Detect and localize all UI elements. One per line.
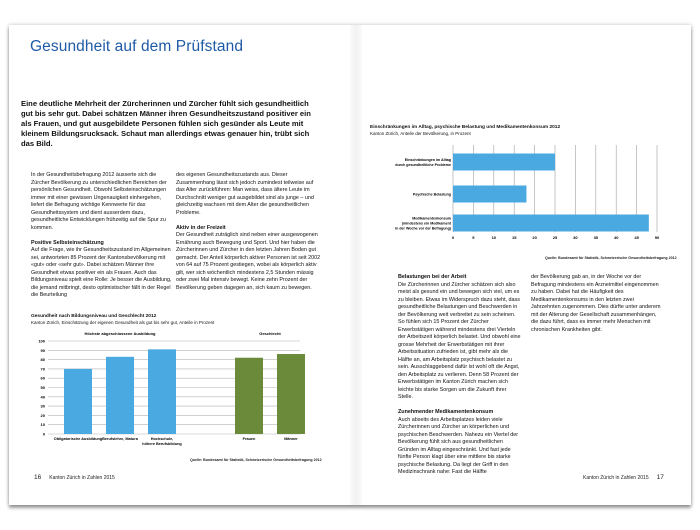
bar: [64, 369, 92, 434]
body-paragraph: der Bevölkerung gab an, in der Woche vor der Befragung mindestens ein Arzneimittel eingenommen zu haben. Dabei hat die Häufigkeit des Medikamentenkonsums in den letzten zwei Jahrzehnten zugenommen. Dies dürfte unter anderem mit der Alterung der Gesellschaft zusammenhängen, die dazu führt, dass es immer mehr Menschen mit chronischen Krankheiten gibt.: [531, 274, 661, 333]
y-tick-label: 40: [40, 394, 45, 400]
y-tick-label: 20: [40, 412, 45, 418]
body-paragraph: Der Gesundheit zuträglich sind neben einer ausgewogenen Ernährung auch Bewegung und Sport. Und hier haben die Zürcherinnen und Zürcher in den letzten Jahren Boden gut gemacht. Der Anteil körperlich aktiver Personen ist seit 2002 von 64 auf 75 Prozent gestiegen, wobei als körperlich aktiv gilt, wer sich wöchentlich mindestens 2,5 Stunden mässig oder zwei Mal intensiv bewegt. Keine zehn Prozent der Bevölkerung geben dagegen an, sich kaum zu bewegen.: [176, 232, 321, 291]
x-tick-label: 25: [552, 235, 558, 240]
folio-label: Kanton Zürich in Zahlen 2015: [583, 475, 649, 481]
x-tick-label: 50: [654, 235, 660, 240]
x-tick-label: höhere Berufsbildung: [142, 442, 182, 446]
bar: [277, 354, 305, 434]
page-gutter: [350, 25, 362, 505]
x-tick-label: 5: [472, 235, 475, 240]
page-number: 16: [34, 474, 42, 481]
y-tick-label: 50: [40, 385, 45, 390]
page-title: Gesundheit auf dem Prüfstand: [30, 38, 244, 55]
bar: [453, 186, 526, 203]
body-paragraph: Die Zürcherinnen und Zürcher schätzen sich also meist als gesund ein und bewegen sich viel, um es zu bleiben. Etwas im Widerspruch dazu steht, dass gesundheitliche Belastungen und Beschwerden in der Bevölkerung weit verbreitet zu sein scheinen. So fühlen sich 15 Prozent der Zürcher Erwerbstätigen während mindestens drei Vierteln der Arbeitszeit körperlich belastet. Und obwohl eine grosse Mehrheit der Erwerbstätigen mit ihrer Arbeitssituation zufrieden ist, gibt mehr als die Hälfte an, am Arbeitsplatz psychisch belastet zu sein. Ausschlaggebend dafür ist wohl oft die Angst, den Arbeitsplatz zu verlieren. Denn 58 Prozent der Erwerbstätigen im Kanton Zürich machen sich leichte bis starke Sorgen um die Zukunft ihrer Stelle.: [398, 281, 521, 400]
lead-paragraph: Eine deutliche Mehrheit der Zürcherinnen und Zürcher fühlt sich gesundheitlich gut bis sehr gut. Dabei schätzen Männer ihren Gesundheitszustand positiver ein als Frauen, und gut ausgebildete Personen fühlen sich gesünder als Leute mit kleinem Bildungsrucksack. Schaut man allerdings etwas genauer hin, trübt sich das Bild.: [21, 99, 311, 148]
left-column-1: [31, 172, 173, 307]
x-tick-label: Obligatorische Ausbildung: [53, 437, 103, 441]
group-label: Geschlecht: [259, 331, 281, 336]
y-category-label: Psychische Belastung: [412, 192, 451, 197]
body-paragraph: des eigenen Gesundheitszustands aus. Dieser Zusammenhang lässt sich jedoch zumindest teilweise auf das Alter zurückführen: Man weiss, dass ältere Leute im Durchschnitt weniger gut ausgebildet sind als junge – und gleichzeitig wachsen mit dem Alter die gesundheitlichen Probleme.: [176, 172, 314, 216]
group-label: Höchste abgeschlossene Ausbildung: [84, 331, 156, 336]
y-category-label: (mindestens ein Medikament: [401, 221, 451, 226]
right-column-2: [531, 274, 661, 342]
y-category-label: Einschränkungen im Alltag: [404, 158, 451, 162]
bar: [453, 154, 555, 171]
chart2-svg: [360, 140, 670, 250]
chart2-subtitle: Kanton Zürich, Anteile der Bevölkerung, in Prozent: [370, 131, 471, 136]
x-tick-label: 15: [511, 235, 517, 240]
y-tick-label: 60: [40, 375, 45, 381]
section-heading: Positive Selbsteinschätzung: [31, 239, 104, 246]
y-tick-label: 10: [40, 422, 45, 428]
x-tick-label: 0: [451, 235, 455, 240]
x-tick-label: 35: [593, 235, 599, 240]
chart2-source: Quelle: Bundesamt für Statistik, Schweizerische Gesundheitsbefragung 2012: [545, 256, 677, 260]
folio-label: Kanton Zürich in Zahlen 2015: [49, 475, 115, 481]
chart2-title: Einschränkungen im Alltag, psychische Belastung und Medikamentenkonsum 2012: [370, 125, 561, 130]
y-tick-label: 90: [40, 347, 45, 353]
bar: [106, 357, 134, 434]
right-column-1: [398, 274, 522, 484]
y-category-label: in der Woche vor der Befragung): [395, 226, 451, 231]
x-tick-label: 30: [573, 235, 578, 240]
y-tick-label: 30: [40, 403, 45, 409]
body-paragraph: Auch abseits des Arbeitsplatzes leiden viele Zürcherinnen und Zürcher an körperlichen und psychischen Beschwerden. Nahezu ein Viertel der Bevölkerung fühlt sich aus gesundheitlichen Gründen im Alltag eingeschränkt. Und fast jede fünfte Person klagt über eine mittlere bis starke psychische Belastung. Da liegt der Griff in den Medizinschrank nahe: Fast die Hälfte: [398, 416, 519, 475]
x-tick-label: 20: [532, 235, 537, 240]
body-paragraph: In der Gesundheitsbefragung 2012 äusserte sich die Zürcher Bevölkerung zu unterschiedlichen Bereichen der persönlichen Gesundheit. Obwohl Selbsteinschätzungen immer mit einer gewissen Ungenauigkeit einhergehen, liefert die Befragung wichtige Kennwerte für das Gesundheitssystem und dient ausserdem dazu, gesundheitliche Entwicklungen frühzeitig auf die Spur zu kommen.: [31, 172, 167, 231]
x-tick-label: 10: [491, 235, 497, 240]
section-heading: Aktiv in der Freizeit: [176, 224, 226, 231]
y-tick-label: 70: [40, 366, 45, 372]
bar: [453, 215, 649, 232]
bar: [148, 349, 176, 434]
y-tick-label: 100: [38, 338, 45, 344]
section-heading: Zunehmender Medikamentenkonsum: [398, 409, 494, 415]
x-tick-label: 40: [613, 235, 619, 240]
y-tick-label: 0: [42, 431, 45, 437]
y-category-label: durch gesundheitliche Probleme: [395, 163, 451, 167]
y-category-label: Medikamentenkonsum: [412, 216, 451, 221]
chart1-title: Gesundheit nach Bildungsniveau und Geschlecht 2012: [31, 314, 157, 319]
section-heading: Belastungen bei der Arbeit: [398, 274, 467, 280]
right-folio: [583, 474, 672, 481]
x-tick-label: Männer: [284, 437, 298, 441]
x-tick-label: 45: [634, 235, 639, 240]
bar: [235, 358, 263, 434]
x-tick-label: Hochschule,: [150, 437, 174, 441]
chart1-subtitle: Kanton Zürich, Einschätzung der eigenen Gesundheit als gut bis sehr gut, Anteile in Prozent: [31, 320, 215, 325]
chart1-svg: [28, 330, 328, 455]
left-folio: [34, 474, 115, 481]
body-paragraph: Auf die Frage, wie ihr Gesundheitszustand im Allgemeinen sei, antworteten 85 Prozent der Kantonsbevölkerung mit «gut» oder «sehr gut». Dabei schätzen Männer ihre Gesundheit etwas positiver ein als Frauen. Auch das Bildungsniveau spielt eine Rolle: Je besser die Ausbildung, die jemand mitbringt, desto optimistischer fällt in der Regel die Beurteilung: [31, 247, 172, 298]
y-tick-label: 80: [40, 357, 45, 363]
left-column-2: [176, 172, 321, 300]
page-number: 17: [656, 474, 664, 481]
x-tick-label: Berufslehre, Matura: [102, 437, 138, 441]
x-tick-label: Frauen: [242, 437, 256, 441]
chart1-source: Quelle: Bundesamt für Statistik, Schweizerische Gesundheitsbefragung 2012: [190, 458, 322, 462]
